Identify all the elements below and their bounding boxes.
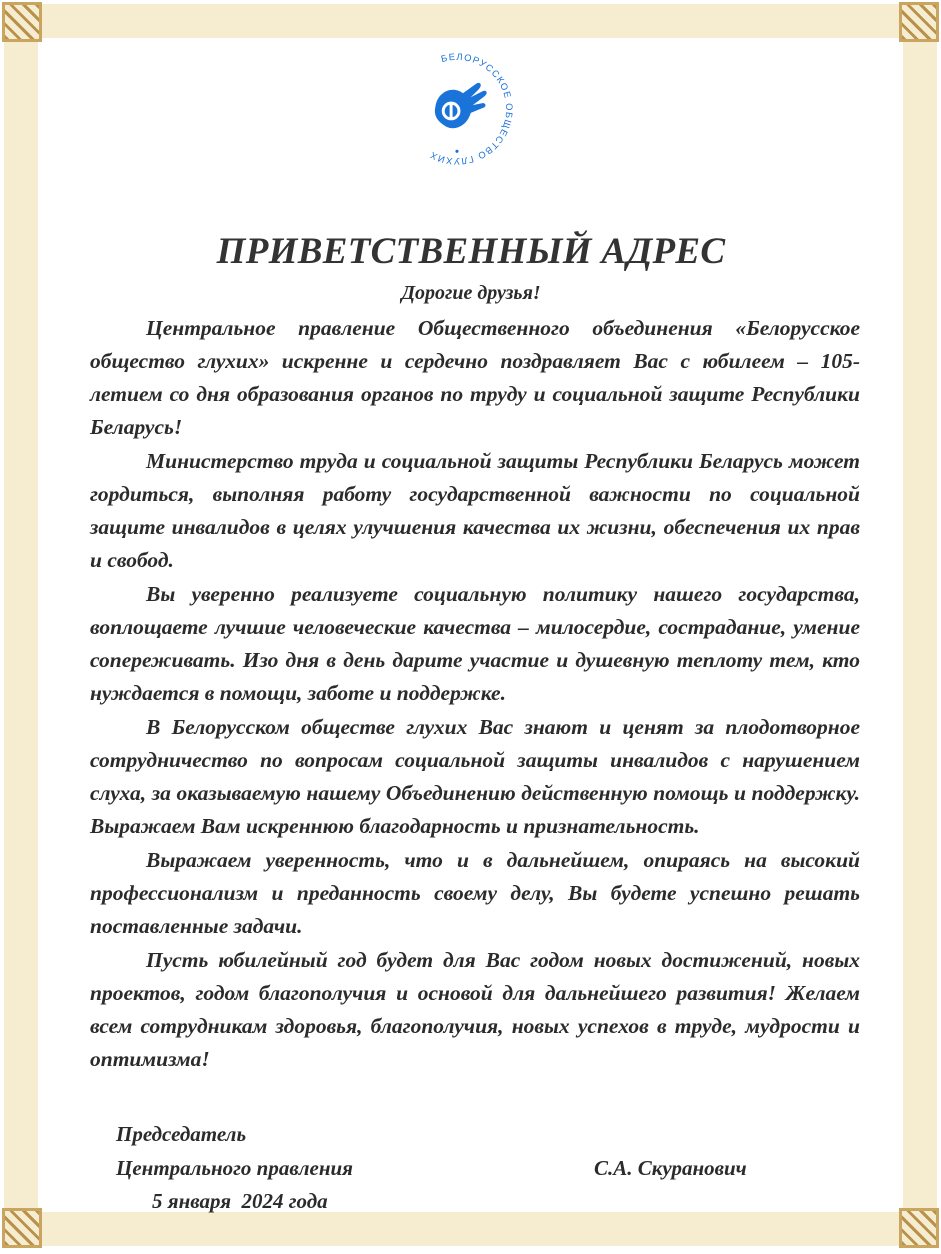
paragraph: Вы уверенно реализуете социальную политику нашего государства, воплощаете лучшие человеческие качества – милосердие, сострадание, умение сопереживать. Изо дня в день дарите участие и душевную теплоту тем, кто нуждается в помощи, заботе и поддержке. — [90, 582, 860, 705]
paragraph: В Белорусском обществе глухих Вас знают и ценят за плодотворное сотрудничество по вопросам социальной защиты инвалидов с нарушением слуха, за оказываемую нашему Объединению действенную помощь и поддержку. Выражаем Вам искреннюю благодарность и признательность. — [90, 715, 860, 838]
svg-text:БЕЛОРУССКОЕ ОБЩЕСТВО ГЛУХИХ: БЕЛОРУССКОЕ ОБЩЕСТВО ГЛУХИХ — [427, 51, 515, 167]
paragraph: Пусть юбилейный год будет для Вас годом новых достижений, новых проектов, годом благополучия и основой для дальнейшего развития! Желаем всем сотрудникам здоровья, благополучия, новых успехов в труде, мудрости и оптимизма! — [90, 948, 860, 1071]
letter-page — [52, 46, 890, 1213]
border-corner — [899, 1208, 939, 1248]
border-corner — [2, 1208, 42, 1248]
border-corner — [899, 2, 939, 42]
greeting: Дорогие друзья! — [401, 282, 541, 304]
border-right — [903, 22, 937, 1232]
border-bottom — [22, 1212, 919, 1246]
letter-body — [90, 312, 860, 1076]
border-corner — [2, 2, 42, 42]
signature-name: С.А. Скуранович — [594, 1156, 747, 1180]
belarusian-deaf-society-logo-icon — [398, 50, 516, 168]
paragraph: Выражаем уверенность, что и в дальнейшем, опираясь на высокий профессионализм и преданность своему делу, Вы будете успешно решать поставленные задачи. — [90, 848, 860, 938]
paragraph: Центральное правление Общественного объединения «Белорусское общество глухих» искренне и сердечно поздравляет Вас с юбилеем – 105-летием со дня образования органов по труду и социальной защите Республики Беларусь! — [90, 316, 860, 439]
border-left — [4, 22, 38, 1232]
paragraph: Министерство труда и социальной защиты Республики Беларусь может гордиться, выполняя работу государственной важности по социальной защите инвалидов в целях улучшения качества их жизни, обеспечения их прав и свобод. — [90, 449, 860, 572]
signature-date: 5 января 2024 года — [152, 1189, 328, 1213]
border-top — [22, 4, 919, 38]
document-title: ПРИВЕТСТВЕННЫЙ АДРЕС — [216, 231, 726, 272]
signature-position-line2: Центрального правления — [116, 1156, 353, 1180]
signature-position-line1: Председатель — [116, 1122, 247, 1146]
